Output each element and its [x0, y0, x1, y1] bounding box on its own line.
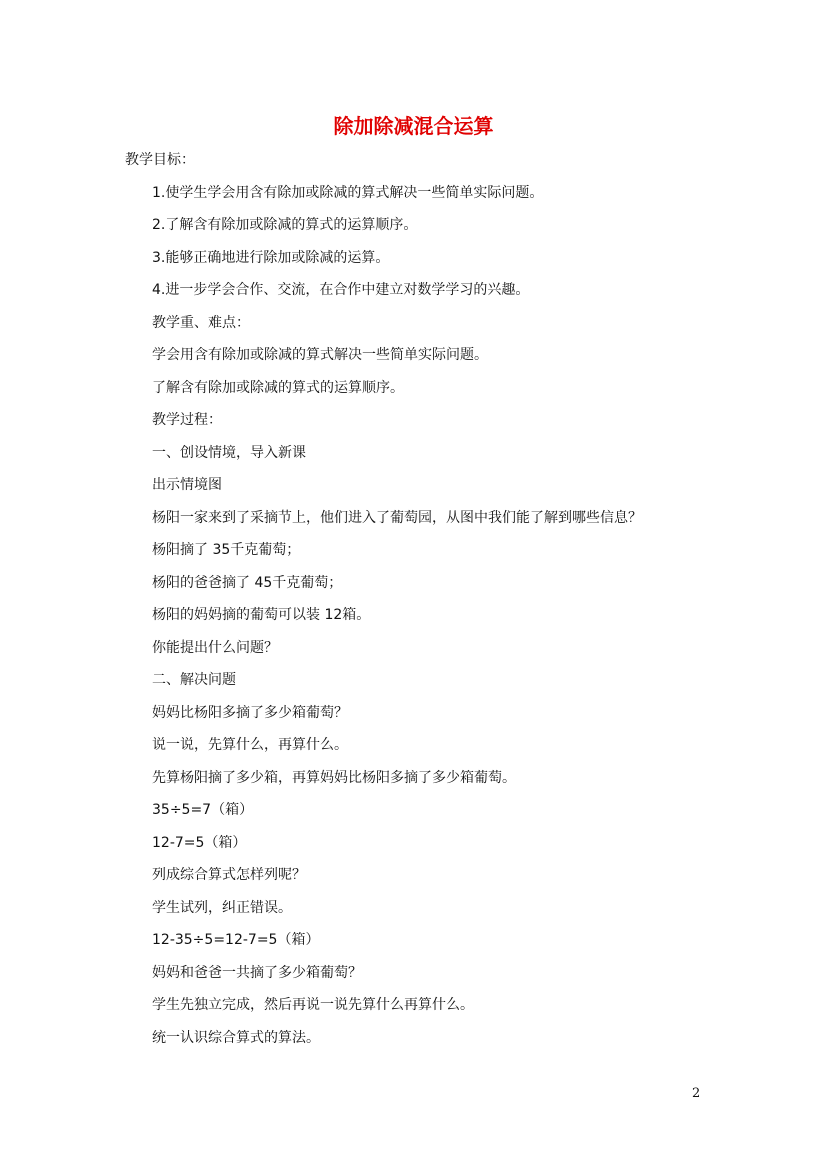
body-line: 出示情境图	[152, 477, 222, 493]
body-line: 学生先独立完成，然后再说一说先算什么再算什么。	[152, 997, 474, 1013]
body-line: 12-35÷5=12-7=5（箱）	[152, 932, 320, 948]
document-title: 除加除减混合运算	[333, 114, 494, 138]
body-line: 统一认识综合算式的算法。	[152, 1029, 320, 1046]
body-line: 了解含有除加或除减的算式的运算顺序。	[152, 379, 404, 396]
body-line: 35÷5=7（箱）	[152, 802, 254, 818]
body-line: 教学过程：	[152, 412, 222, 428]
body-line: 你能提出什么问题？	[152, 639, 278, 656]
body-line: 列成综合算式怎样列呢？	[152, 867, 306, 883]
body-line: 4.进一步学会合作、交流，在合作中建立对数学学习的兴趣。	[152, 282, 530, 298]
body-line: 2.了解含有除加或除减的算式的运算顺序。	[152, 217, 418, 233]
page-number: 2	[692, 1086, 701, 1101]
body-line: 杨阳摘了 35千克葡萄；	[152, 542, 301, 558]
section-heading-objectives: 教学目标：	[125, 152, 195, 168]
body-line: 二、解决问题	[152, 672, 236, 688]
body-line: 教学重、难点：	[152, 314, 250, 331]
body-line: 杨阳的爸爸摘了 45千克葡萄；	[152, 574, 343, 591]
body-line: 妈妈比杨阳多摘了多少箱葡萄？	[152, 704, 348, 721]
body-line: 学会用含有除加或除减的算式解决一些简单实际问题。	[152, 347, 488, 363]
body-line: 杨阳的妈妈摘的葡萄可以装 12箱。	[152, 607, 371, 623]
body-line: 杨阳一家来到了采摘节上，他们进入了葡萄园，从图中我们能了解到哪些信息？	[152, 509, 642, 526]
body-line: 先算杨阳摘了多少箱，再算妈妈比杨阳多摘了多少箱葡萄。	[152, 769, 516, 786]
body-line: 3.能够正确地进行除加或除减的运算。	[152, 249, 390, 266]
body-line: 学生试列，纠正错误。	[152, 899, 292, 916]
body-line: 妈妈和爸爸一共摘了多少箱葡萄？	[152, 964, 362, 981]
body-line: 1.使学生学会用含有除加或除减的算式解决一些简单实际问题。	[152, 184, 544, 201]
body-line: 说一说，先算什么，再算什么。	[152, 737, 348, 753]
body-line: 一、创设情境，导入新课	[152, 444, 306, 461]
body-line: 12-7=5（箱）	[152, 834, 247, 851]
